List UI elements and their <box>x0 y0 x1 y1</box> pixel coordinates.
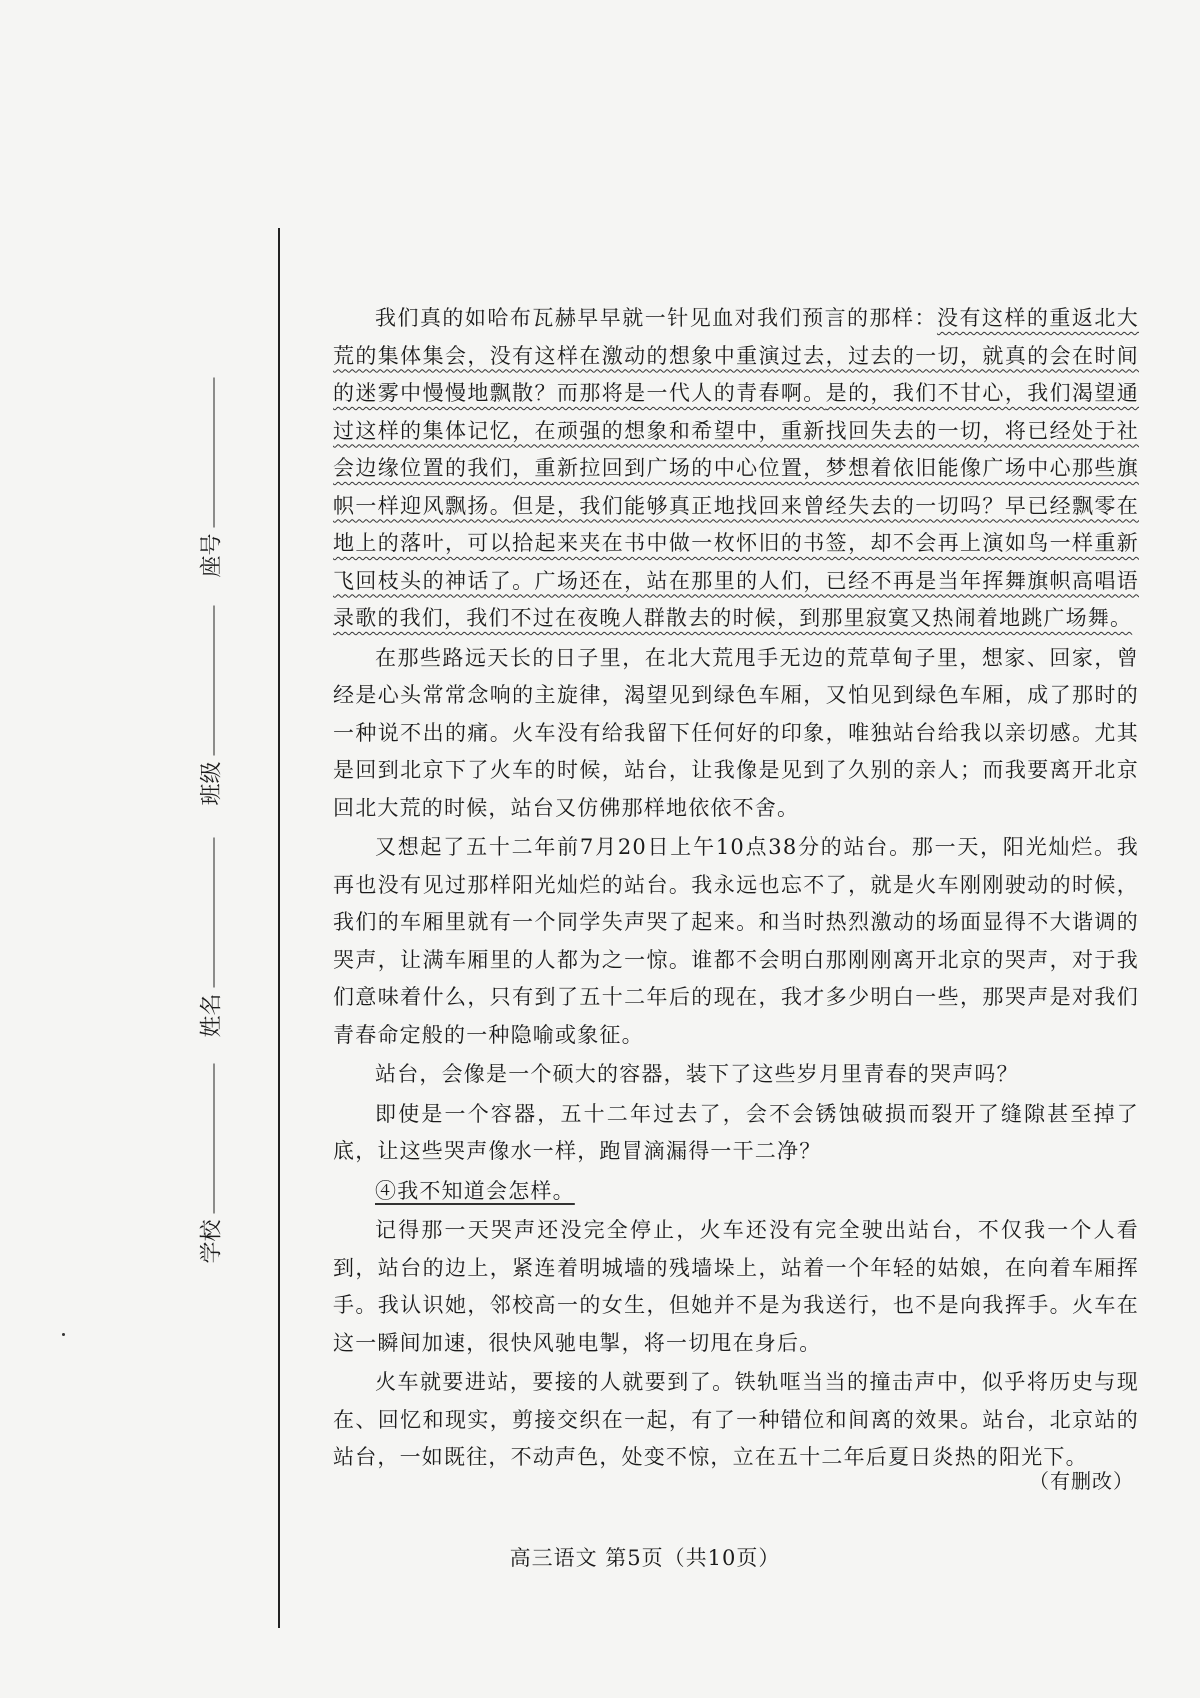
school-label: 学校 <box>199 1219 225 1264</box>
wavy-underlined-text-2: 是的，我们不甘心，我们渴望通过这样的集体记忆，在顽强的想象和希望中，重新找回失去的一切，将已经处于社会边缘位置的我们，重新拉回到广场的中心位置，梦想着依旧能像广场中心那些旗帜一样迎风飘扬。 <box>333 381 1139 518</box>
school-blank[interactable] <box>211 1063 214 1213</box>
wavy-underlined-text: 没有这样的重返北大荒的集体集会，没有这样在激动的想象中重演过去，过去的一切，就真的会在时间的迷雾中慢慢地飘散？而那将是一代人的青春啊。 <box>333 306 1139 405</box>
school-field <box>195 1219 226 1264</box>
passage-paragraph-1 <box>333 300 1139 638</box>
name-label: 姓名 <box>199 993 225 1038</box>
seat-number-field <box>195 533 226 578</box>
passage-paragraph-8: 火车就要进站，要接的人就要到了。铁轨哐当当的撞击声中，似乎将历史与现在、回忆和现实，剪接交织在一起，有了一种错位和间离的效果。站台，北京站的站台，一如既往，不动声色，处变不惊，立在五十二年后夏日炎热的阳光下。 <box>333 1370 1139 1469</box>
binding-line <box>278 228 280 1628</box>
class-label: 班级 <box>199 761 225 806</box>
passage-paragraph-4: 站台，会像是一个硕大的容器，装下了这些岁月里青春的哭声吗？ <box>375 1062 1019 1086</box>
paragraph-lead: 我们真的如哈布瓦赫早早就一针见血对我们预言的那样： <box>375 306 937 330</box>
class-field <box>195 761 226 806</box>
scan-dot <box>62 1333 65 1336</box>
passage-paragraph-6 <box>333 1173 1139 1211</box>
passage-paragraph-3: 又想起了五十二年前7月20日上午10点38分的站台。那一天，阳光灿烂。我再也没有见过那样阳光灿烂的站台。我永远也忘不了，就是火车刚刚驶动的时候，我们的车厢里就有一个同学失声哭了起来。和当时热烈激动的场面显得不大谐调的哭声，让满车厢里的人都为之一惊。谁都不会明白那刚刚离开北京的哭声，对于我们意味着什么，只有到了五十二年后的现在，我才多少明白一些，那哭声是对我们青春命定般的一种隐喻或象征。 <box>333 835 1139 1047</box>
name-blank[interactable] <box>211 837 214 987</box>
page-footer: 高三语文 第5页（共10页） <box>509 1546 781 1570</box>
seat-number-blank[interactable] <box>211 377 214 527</box>
passage-paragraph-5: 即使是一个容器，五十二年过去了，会不会锈蚀破损而裂开了缝隙甚至掉了底，让这些哭声像水一样，跑冒滴漏得一干二净？ <box>333 1101 1139 1163</box>
seat-number-label: 座号 <box>199 533 225 578</box>
source-note: （有删改） <box>1029 1469 1134 1493</box>
reading-passage <box>333 300 1139 1479</box>
class-blank[interactable] <box>211 605 214 755</box>
wavy-underlined-text-3: 但是，我们能够真正地找回来曾经失去的一切吗？早已经飘零在地上的落叶，可以拾起来夹在书中做一枚怀旧的书签，却不会再上演如鸟一样重新飞回枝头的神话了。广场还在，站在那里的人们，已经不再是当年挥舞旗帜高唱语录歌的我们，我们不过在夜晚人群散去的时候，到那里寂寞又热闹着地跳广场舞。 <box>333 493 1139 630</box>
passage-paragraph-7: 记得那一天哭声还没完全停止，火车还没有完全驶出站台，不仅我一个人看到，站台的边上，紧连着明城墙的残墙垛上，站着一个年轻的姑娘，在向着车厢挥手。我认识她，邻校高一的女生，但她并不是为我送行，也不是向我挥手。火车在这一瞬间加速，很快风驰电掣，将一切甩在身后。 <box>333 1218 1139 1355</box>
marked-sentence-4: ④我不知道会怎样。 <box>375 1178 575 1203</box>
passage-paragraph-2: 在那些路远天长的日子里，在北大荒甩手无边的荒草甸子里，想家、回家，曾经是心头常常念响的主旋律，渴望见到绿色车厢，又怕见到绿色车厢，成了那时的一种说不出的痛。火车没有给我留下任何好的印象，唯独站台给我以亲切感。尤其是回到北京下了火车的时候，站台，让我像是见到了久别的亲人；而我要离开北京回北大荒的时候，站台又仿佛那样地依依不舍。 <box>333 645 1139 820</box>
name-field <box>195 993 226 1038</box>
